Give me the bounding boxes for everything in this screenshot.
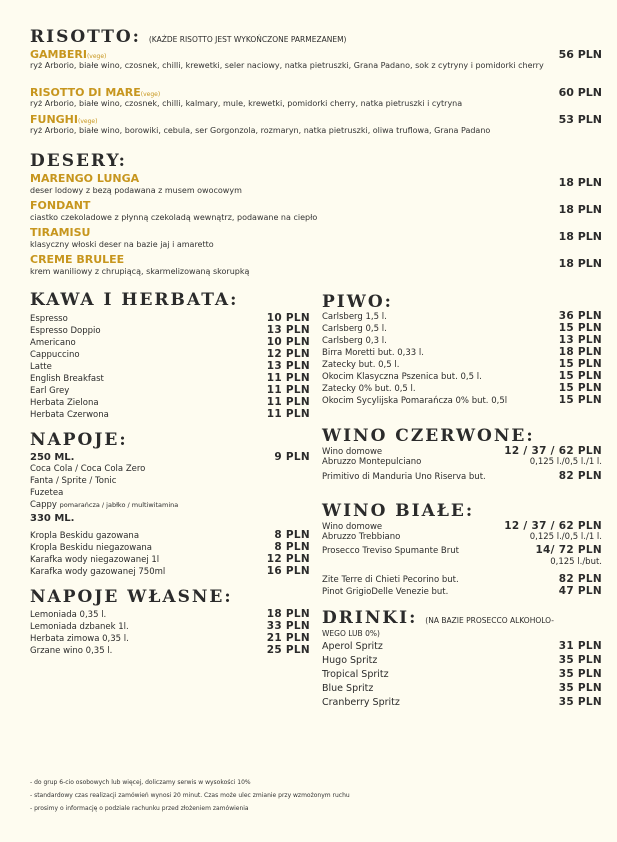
item-name: FUNGHI(vege) bbox=[30, 113, 98, 126]
list-item: Lemoniada dzbanek 1l. 33 PLN bbox=[30, 620, 310, 632]
risotto-note: (KAŻDE RISOTTO JEST WYKOŃCZONE PARMEZANEM) bbox=[148, 35, 347, 44]
list-item: Karafka wody niegazowanej 1l 12 PLN bbox=[30, 553, 310, 565]
wlasne-title: NAPOJE WŁASNE: bbox=[30, 587, 233, 607]
napoje-line: Cappy pomarańcza / jabłko / multiwitamina bbox=[30, 500, 179, 510]
list-item: Zatecky 0% but. 0,5 l. 15 PLN bbox=[322, 382, 602, 394]
item-desc: klasyczny włoski deser na bazie jaj i amaretto bbox=[30, 240, 214, 249]
biale-title: WINO BIAŁE: bbox=[322, 501, 475, 521]
napoje-250-header: 250 ML. 9 PLN bbox=[30, 451, 310, 463]
napoje-title: NAPOJE: bbox=[30, 430, 128, 450]
napoje-line: Coca Cola / Coca Cola Zero bbox=[30, 464, 146, 474]
kawa-title: KAWA I HERBATA: bbox=[30, 290, 239, 310]
risotto-item-gamberi bbox=[30, 48, 602, 71]
item-desc: ciastko czekoladowe z płynną czekoladą wewnątrz, podawane na ciepło bbox=[30, 213, 318, 222]
list-item: Kropla Beskidu gazowana 8 PLN bbox=[30, 529, 310, 541]
drinki-note-1: (NA BAZIE PROSECCO ALKOHOLO- bbox=[425, 616, 554, 625]
list-item: Zite Terre di Chieti Pecorino but. 82 PLN bbox=[322, 573, 602, 585]
item-desc: ryż Arborio, białe wino, borowiki, cebula, ser Gorgonzola, rozmaryn, natka pietruszki, oliwa truflowa, Grana Padano bbox=[30, 126, 491, 135]
list-item: Kropla Beskidu niegazowana 8 PLN bbox=[30, 541, 310, 553]
item-price: 56 PLN bbox=[558, 48, 602, 61]
list-item: Espresso 10 PLN bbox=[30, 312, 310, 324]
risotto-item-di-mare bbox=[30, 86, 602, 109]
item-price: 53 PLN bbox=[558, 113, 602, 126]
list-item: Prosecco Treviso Spumante Brut 14/ 72 PLN bbox=[322, 544, 602, 556]
drinki-heading bbox=[322, 608, 554, 628]
desery-item-marengo bbox=[30, 172, 602, 196]
list-item: Grzane wino 0,35 l. 25 PLN bbox=[30, 644, 310, 656]
list-item: Herbata Zielona 11 PLN bbox=[30, 396, 310, 408]
list-item: Abruzzo Montepulciano 0,125 l./0,5 l./1 l. bbox=[322, 457, 602, 467]
list-item: Pinot GrigioDelle Venezie but. 47 PLN bbox=[322, 585, 602, 597]
list-item: Abruzzo Trebbiano 0,125 l./0,5 l./1 l. bbox=[322, 532, 602, 542]
item-price: 18 PLN bbox=[558, 230, 602, 243]
list-item: Lemoniada 0,35 l. 18 PLN bbox=[30, 608, 310, 620]
list-item: Karafka wody gazowanej 750ml 16 PLN bbox=[30, 565, 310, 577]
risotto-title: RISOTTO: bbox=[30, 27, 141, 47]
biale-prosecco-size: 0,125 l./but. bbox=[550, 557, 602, 567]
list-item: Birra Moretti but. 0,33 l. 18 PLN bbox=[322, 346, 602, 358]
risotto-heading bbox=[30, 27, 346, 47]
list-item: Blue Spritz 35 PLN bbox=[322, 682, 602, 694]
list-item: Zatecky but. 0,5 l. 15 PLN bbox=[322, 358, 602, 370]
item-name: FONDANT bbox=[30, 199, 91, 212]
list-item: Earl Grey 11 PLN bbox=[30, 384, 310, 396]
list-item: Carlsberg 0,3 l. 13 PLN bbox=[322, 334, 602, 346]
list-item: Cranberry Spritz 35 PLN bbox=[322, 696, 602, 708]
list-item: English Breakfast 11 PLN bbox=[30, 372, 310, 384]
list-item: Wino domowe 12 / 37 / 62 PLN bbox=[322, 445, 602, 457]
desery-title: DESERY: bbox=[30, 151, 127, 171]
list-item: Okocim Klasyczna Pszenica but. 0,5 l. 15 PLN bbox=[322, 370, 602, 382]
napoje-330-header: 330 ML. bbox=[30, 513, 75, 524]
item-name: MARENGO LUNGA bbox=[30, 172, 140, 185]
footer-note: - standardowy czas realizacji zamówień wynosi 20 minut. Czas może ulec zmianie przy wzmożonym ruchu bbox=[30, 792, 350, 799]
item-price: 60 PLN bbox=[558, 86, 602, 99]
list-item: Carlsberg 1,5 l. 36 PLN bbox=[322, 310, 602, 322]
item-desc: krem waniliowy z chrupiącą, skarmelizowaną skorupką bbox=[30, 267, 250, 276]
drinki-title: DRINKI: bbox=[322, 608, 418, 628]
desery-item-fondant bbox=[30, 199, 602, 223]
risotto-item-funghi bbox=[30, 113, 602, 136]
list-item: Cappuccino 12 PLN bbox=[30, 348, 310, 360]
item-desc: ryż Arborio, białe wino, czosnek, chilli, kalmary, mule, krewetki, pomidorki cherry, natka pietruszki i cytryna bbox=[30, 99, 463, 108]
item-price: 18 PLN bbox=[558, 203, 602, 216]
item-name: TIRAMISU bbox=[30, 226, 91, 239]
list-item: Hugo Spritz 35 PLN bbox=[322, 654, 602, 666]
list-item: Latte 13 PLN bbox=[30, 360, 310, 372]
napoje-line: Fanta / Sprite / Tonic bbox=[30, 476, 117, 486]
list-item: Carlsberg 0,5 l. 15 PLN bbox=[322, 322, 602, 334]
drinki-note-2: WEGO LUB 0%) bbox=[322, 629, 380, 638]
list-item: Wino domowe 12 / 37 / 62 PLN bbox=[322, 520, 602, 532]
desery-item-tiramisu bbox=[30, 226, 602, 250]
piwo-title: PIWO: bbox=[322, 292, 393, 312]
napoje-line: Fuzetea bbox=[30, 488, 64, 498]
list-item: Espresso Doppio 13 PLN bbox=[30, 324, 310, 336]
item-price: 18 PLN bbox=[558, 257, 602, 270]
item-desc: deser lodowy z bezą podawana z musem owocowym bbox=[30, 186, 242, 195]
list-item: Aperol Spritz 31 PLN bbox=[322, 640, 602, 652]
list-item: Herbata zimowa 0,35 l. 21 PLN bbox=[30, 632, 310, 644]
list-item: Tropical Spritz 35 PLN bbox=[322, 668, 602, 680]
item-name: GAMBERI(vege) bbox=[30, 48, 107, 61]
list-item: Okocim Sycylijska Pomarańcza 0% but. 0,5l 15 PLN bbox=[322, 394, 602, 406]
item-desc: ryż Arborio, białe wino, czosnek, chilli, krewetki, seler naciowy, natka pietruszki, Grana Padano, sok z cytryny i pomidorki cherry bbox=[30, 61, 544, 70]
item-name: CREME BRULEE bbox=[30, 253, 125, 266]
item-name: RISOTTO DI MARE(vege) bbox=[30, 86, 161, 99]
list-item: Herbata Czerwona 11 PLN bbox=[30, 408, 310, 420]
list-item: Americano 10 PLN bbox=[30, 336, 310, 348]
czerwone-title: WINO CZERWONE: bbox=[322, 426, 535, 446]
list-item: Primitivo di Manduria Uno Riserva but. 82 PLN bbox=[322, 470, 602, 482]
footer-note: - prosimy o informację o podziale rachunku przed złożeniem zamówienia bbox=[30, 805, 249, 812]
item-price: 18 PLN bbox=[558, 176, 602, 189]
footer-note: - do grup 6-cio osobowych lub więcej, doliczamy serwis w wysokości 10% bbox=[30, 779, 251, 786]
desery-item-creme-brulee bbox=[30, 253, 602, 277]
